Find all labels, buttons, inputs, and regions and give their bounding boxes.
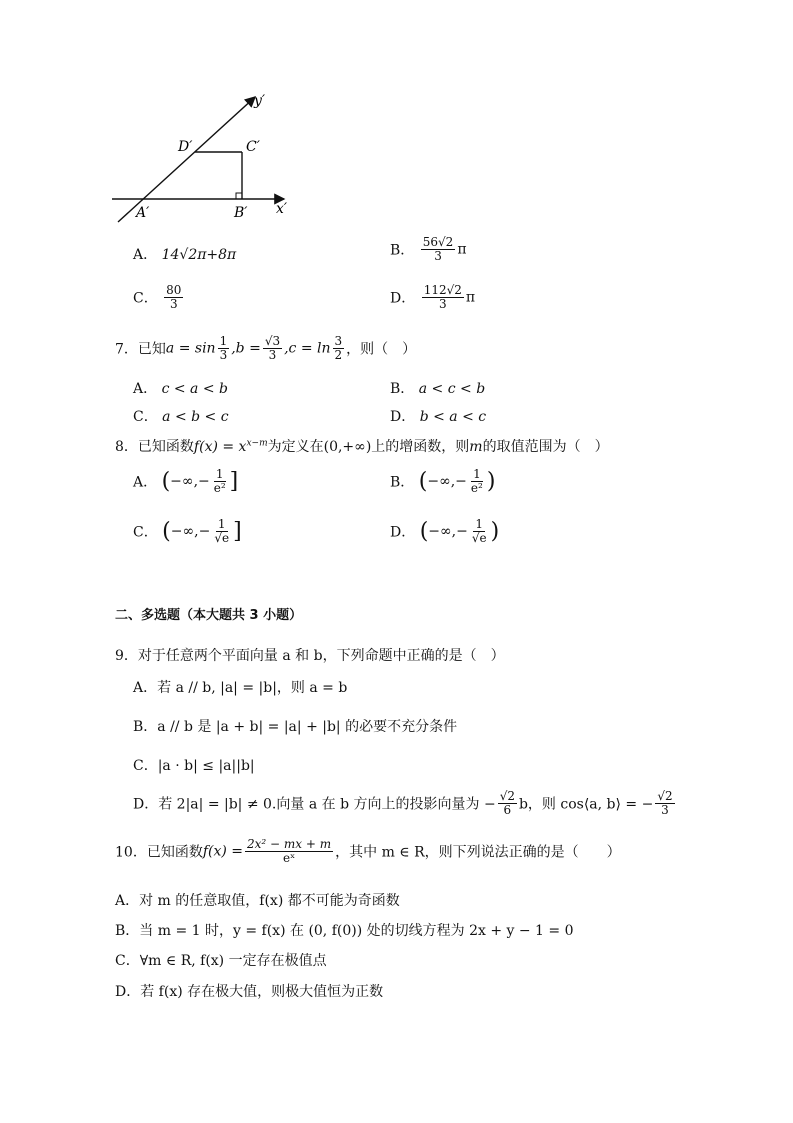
label-y: y′ <box>254 93 266 109</box>
q7-stem: 7．已知a = sin $\frac{1}{3}$ ,b = $\frac{√3}{3}$ ,c = ln $\frac{3}{2}$ ，则（ ） <box>115 334 417 362</box>
q7-option-b: B． a < c < b <box>390 381 486 397</box>
q9-option-d: D．若 2|a| = |b| ≠ 0.向量 a 在 b 方向上的投影向量为 − $\frac{√2}{6}$ b，则 cos⟨a, b⟩ = − $\frac{√2}{3}$ <box>133 789 673 817</box>
q10-stem: 10．已知函数f(x) = $\frac{\text{2x² − mx + m}}{\text{eˣ}}$ ，其中 m ∈ R，则下列说法正确的是（ ） <box>115 837 621 865</box>
q7-option-a: A． c < a < b <box>133 381 228 397</box>
section-title: 二、多选题（本大题共 3 小题） <box>115 608 303 623</box>
geometry-figure <box>100 85 300 230</box>
q10-option-a: A．对 m 的任意取值，f(x) 都不可能为奇函数 <box>115 893 400 909</box>
q9-option-a: A．若 a // b, |a| = |b|，则 a = b <box>133 680 348 696</box>
q9-stem: 9．对于任意两个平面向量 a 和 b，下列命题中正确的是（ ） <box>115 648 505 664</box>
q10-option-d: D．若 f(x) 存在极大值，则极大值恒为正数 <box>115 984 384 1000</box>
label-c: C′ <box>246 139 260 155</box>
y-axis <box>118 97 255 222</box>
q6-option-d: D． $\frac{112√2}{3}$ π <box>390 283 476 311</box>
q10-option-c: C．∀m ∈ R, f(x) 一定存在极值点 <box>115 953 327 969</box>
label-b: B′ <box>234 205 248 221</box>
q9-option-b: B．a // b 是 |a + b| = |a| + |b| 的必要不充分条件 <box>133 719 458 735</box>
label-d: D′ <box>178 139 193 155</box>
q8-option-a: A． (−∞,− $\frac{1}{\text{e²}}$ ] <box>133 467 239 495</box>
q6-option-c: C． $\frac{80}{3}$ <box>133 283 182 311</box>
q7-option-d: D． b < a < c <box>390 409 487 425</box>
q10-option-b: B．当 m = 1 时，y = f(x) 在 (0, f(0)) 处的切线方程为 2x + y − 1 = 0 <box>115 923 574 939</box>
q8-stem: 8．已知函数$f(x) = x^{x-m}$为定义在(0,+∞)上的增函数，则m的取值范围为（ ） <box>115 438 609 455</box>
right-angle-mark <box>236 193 242 199</box>
q9-option-c: C．|a · b| ≤ |a||b| <box>133 758 255 774</box>
q6-option-b: B． $\frac{56√2}{3}$ π <box>390 235 467 263</box>
q6-option-a: A． 14√2π+8π <box>133 247 237 263</box>
q7-option-c: C． a < b < c <box>133 409 229 425</box>
q8-option-b: B． (−∞,− $\frac{1}{\text{e²}}$ ) <box>390 467 496 495</box>
label-x: x′ <box>276 201 288 217</box>
q8-option-c: C． (−∞,− $\frac{1}{√e}$ ] <box>133 517 242 545</box>
label-a: A′ <box>136 205 150 221</box>
q8-option-d: D． (−∞,− $\frac{1}{√e}$ ) <box>390 517 500 545</box>
